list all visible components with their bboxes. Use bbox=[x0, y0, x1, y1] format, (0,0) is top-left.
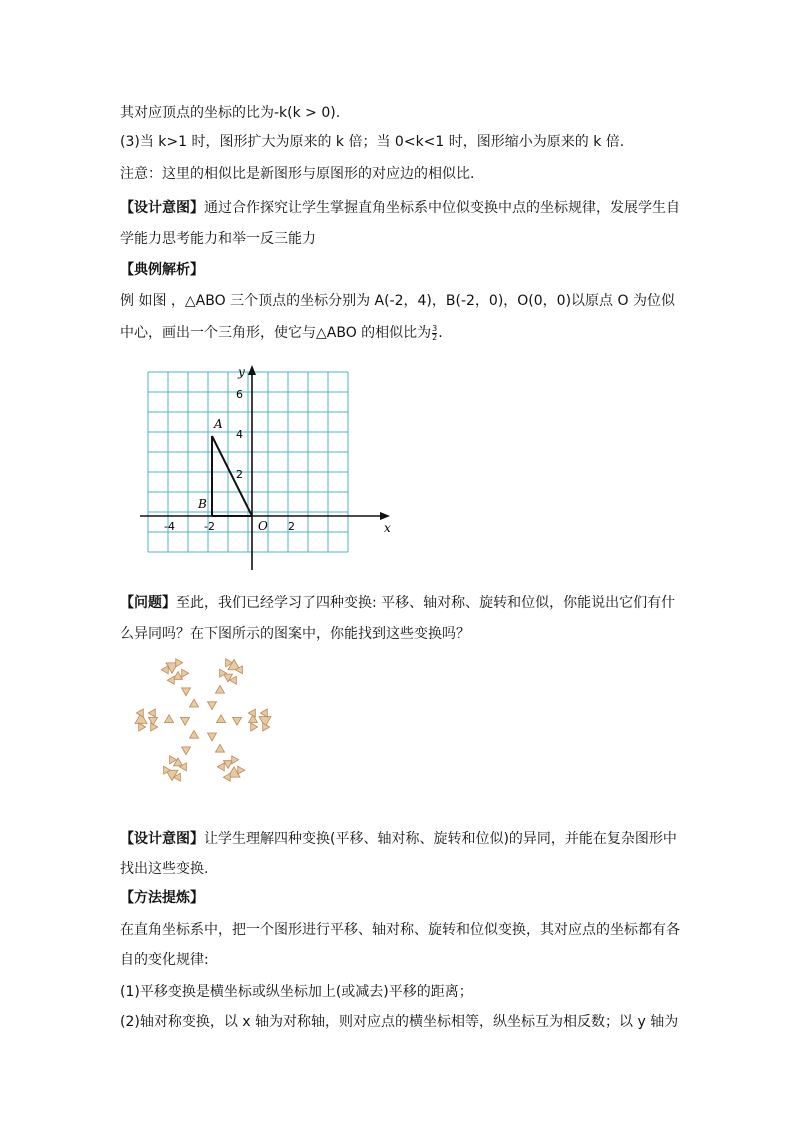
axes bbox=[140, 365, 390, 570]
pattern-triangle bbox=[205, 698, 216, 710]
text-line-10: 么异同吗？在下图所示的图案中，你能找到这些变换吗？ bbox=[120, 626, 470, 642]
pattern-triangle bbox=[216, 685, 227, 697]
text-line-4 bbox=[120, 197, 680, 219]
section-heading-method: 【方法提炼】 bbox=[120, 890, 204, 906]
pattern-triangle bbox=[248, 709, 255, 717]
point-a-label: A bbox=[214, 417, 223, 431]
pattern-triangle bbox=[216, 669, 226, 679]
pattern-triangle bbox=[181, 717, 190, 725]
origin-label: O bbox=[258, 519, 268, 533]
pattern-triangle bbox=[165, 715, 174, 723]
text-line-2: (3)当 k>1 时，图形扩大为原来的 k 倍；当 0<k<1 时，图形缩小为原来的 k 倍. bbox=[120, 134, 625, 150]
text-line-8 bbox=[120, 322, 443, 344]
snowflake-pattern-figure bbox=[128, 652, 278, 788]
coordinate-grid-figure bbox=[138, 362, 400, 572]
paragraph-text: 让学生理解四种变换(平移、轴对称、旋转和位似)的异同，并能在复杂图形中 bbox=[204, 831, 677, 847]
pattern-triangle bbox=[187, 699, 198, 711]
pattern-triangle bbox=[260, 709, 267, 717]
text-line-9 bbox=[120, 592, 675, 614]
text-line-11 bbox=[120, 828, 677, 850]
paragraph-text: 通过合作探究让学生掌握直角坐标系中位似变换中点的坐标规律，发展学生自 bbox=[204, 200, 680, 216]
pattern-triangle bbox=[208, 729, 219, 741]
paragraph-text-end: . bbox=[438, 325, 443, 341]
segment-ao bbox=[212, 436, 252, 516]
text-line-1: 其对应顶点的坐标的比为-k(k > 0). bbox=[120, 105, 341, 121]
x-tick-label: -4 bbox=[164, 520, 175, 533]
pattern-triangle bbox=[217, 715, 226, 723]
text-line-15: 自的变化规律: bbox=[120, 952, 209, 968]
text-line-12: 找出这些变换. bbox=[120, 861, 209, 877]
pattern-triangle bbox=[233, 717, 242, 725]
pattern-triangle bbox=[179, 761, 189, 771]
section-heading: 【问题】 bbox=[120, 595, 176, 611]
section-heading: 【设计意图】 bbox=[120, 831, 204, 847]
text-line-14: 在直角坐标系中，把一个图形进行平移、轴对称、旋转和位似变换，其对应点的坐标都有各 bbox=[120, 922, 680, 938]
section-heading: 【设计意图】 bbox=[120, 200, 204, 216]
point-b-label: B bbox=[198, 497, 207, 511]
pattern-triangle bbox=[151, 723, 158, 731]
text-line-7: 例 如图 ，△ABO 三个顶点的坐标分别为 A(-2，4)，B(-2，0)，O(0，0)以原点 O 为位似 bbox=[120, 293, 675, 309]
pattern-triangle bbox=[148, 709, 155, 717]
text-line-5: 学能力思考能力和举一反三能力 bbox=[120, 231, 316, 247]
y-axis-label: y bbox=[238, 365, 245, 379]
text-line-16: (1)平移变换是横坐标或纵坐标加上(或减去)平移的距离； bbox=[120, 984, 473, 1000]
paragraph-text: 至此，我们已经学习了四种变换: 平移、轴对称、旋转和位似，你能说出它们有什 bbox=[176, 595, 676, 611]
pattern-triangle bbox=[139, 723, 146, 731]
paragraph-text: 中心，画出一个三角形，使它与△ABO 的相似比为 bbox=[120, 325, 432, 341]
pattern-triangle bbox=[179, 743, 190, 755]
triangle-abo bbox=[212, 436, 252, 516]
fraction bbox=[432, 325, 437, 342]
triangle-pattern bbox=[135, 657, 271, 783]
y-axis-arrow bbox=[248, 365, 256, 375]
x-axis-arrow bbox=[380, 512, 390, 520]
grid-lines bbox=[148, 372, 348, 552]
section-heading-example: 【典例解析】 bbox=[120, 262, 204, 278]
fraction-numerator: 3 bbox=[432, 323, 438, 333]
text-line-3: 注意：这里的相似比是新图形与原图形的对应边的相似比. bbox=[120, 166, 475, 182]
pattern-triangle bbox=[213, 744, 224, 756]
x-tick-label: 2 bbox=[288, 520, 295, 533]
pattern-triangle bbox=[182, 684, 193, 696]
text-line-17: (2)轴对称变换，以 x 轴为对称轴，则对应点的横坐标相等，纵坐标互为相反数；以 y 轴为 bbox=[120, 1014, 679, 1030]
x-tick-label: -2 bbox=[204, 520, 215, 533]
x-axis-label: x bbox=[384, 521, 391, 535]
y-tick-label: 4 bbox=[236, 428, 243, 441]
y-tick-label: 2 bbox=[236, 468, 243, 481]
pattern-triangle bbox=[190, 730, 201, 742]
pattern-triangle bbox=[251, 723, 258, 731]
fraction-denominator: 2 bbox=[432, 332, 438, 342]
y-tick-label: 6 bbox=[236, 388, 243, 401]
